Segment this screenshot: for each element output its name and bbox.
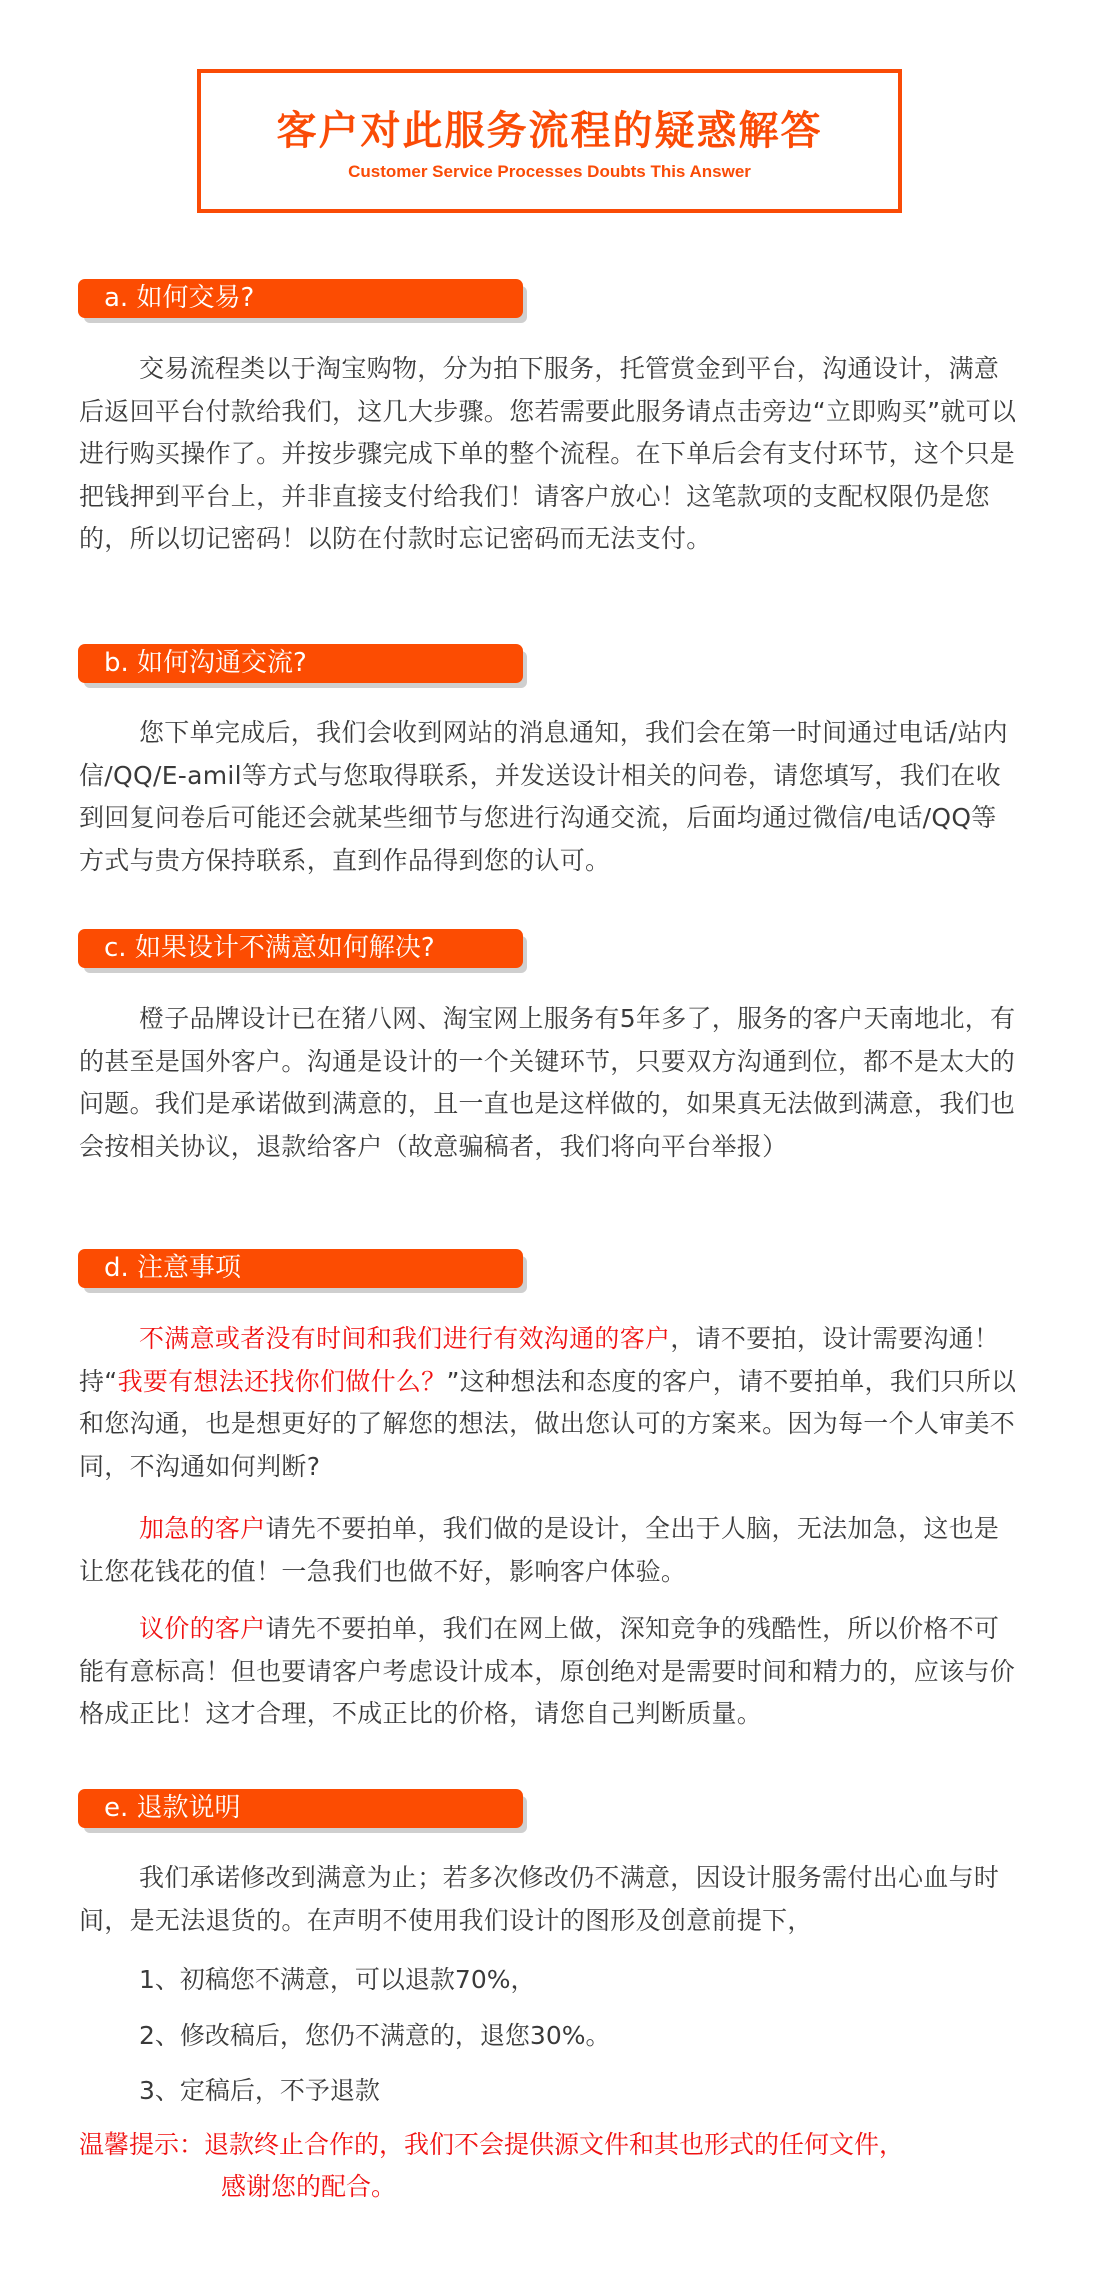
- section-heading: d. 注意事项: [104, 1253, 242, 1283]
- refund-list-item: 2、修改稿后，您仍不满意的，退您30%。: [139, 2021, 611, 2050]
- section-d-paragraph-2: 加急的客户请先不要拍单，我们做的是设计，全出于人脑，无法加急，这也是让您花钱花的值！一急我们也做不好，影响客户体验。: [79, 1514, 1000, 1586]
- title-box: [197, 69, 902, 213]
- section-a-body: 交易流程类以于淘宝购物，分为拍下服务，托管赏金到平台，沟通设计，满意后返回平台付款给我们，这几大步骤。您若需要此服务请点击旁边“立即购买”就可以进行购买操作了。并按步骤完成下单的整个流程。在下单后会有支付环节，这个只是把钱押到平台上，并非直接支付给我们！请客户放心！这笔款项的支配权限仍是您的，所以切记密码！以防在付款时忘记密码而无法支付。: [79, 354, 1017, 553]
- warning-notice: 温馨提示：退款终止合作的，我们不会提供源文件和其也形式的任何文件， 感谢您的配合。: [79, 2130, 905, 2201]
- section-header-c: [78, 929, 523, 968]
- section-heading: c. 如果设计不满意如何解决?: [104, 933, 435, 963]
- highlight-text: 不满意或者没有时间和我们进行有效沟通的客户: [139, 1324, 671, 1353]
- section-d-paragraph-3: 议价的客户请先不要拍单，我们在网上做，深知竞争的残酷性，所以价格不可能有意标高！但也要请客户考虑设计成本，原创绝对是需要时间和精力的，应该与价格成正比！这才合理，不成正比的价格，请您自己判断质量。: [79, 1614, 1016, 1728]
- section-c-body: 橙子品牌设计已在猪八网、淘宝网上服务有5年多了，服务的客户天南地北，有的甚至是国外客户。沟通是设计的一个关键环节，只要双方沟通到位，都不是太大的问题。我们是承诺做到满意的，且一直也是这样做的，如果真无法做到满意，我们也会按相关协议，退款给客户（故意骗稿者，我们将向平台举报）: [79, 1004, 1016, 1161]
- section-header-b: [78, 644, 523, 683]
- refund-list-item: 3、定稿后，不予退款: [139, 2076, 380, 2105]
- section-e-body: 我们承诺修改到满意为止；若多次修改仍不满意，因设计服务需付出心血与时间，是无法退货的。在声明不使用我们设计的图形及创意前提下，: [79, 1863, 1000, 1935]
- refund-list-item: 1、初稿您不满意，可以退款70%，: [139, 1965, 536, 1994]
- section-heading: a. 如何交易?: [104, 283, 255, 313]
- section-heading: e. 退款说明: [104, 1793, 241, 1823]
- highlight-text: 议价的客户: [139, 1614, 266, 1643]
- page-title: 客户对此服务流程的疑惑解答: [276, 108, 823, 154]
- highlight-text: 加急的客户: [139, 1514, 266, 1543]
- section-b-body: 您下单完成后，我们会收到网站的消息通知，我们会在第一时间通过电话/站内信/QQ/E-amil等方式与您取得联系，并发送设计相关的问卷，请您填写，我们在收到回复问卷后可能还会就某些细节与您进行沟通交流，后面均通过微信/电话/QQ等方式与贵方保持联系，直到作品得到您的认可。: [79, 718, 1008, 875]
- highlight-text: 我要有想法还找你们做什么？: [117, 1366, 447, 1396]
- section-d-paragraph-1: 不满意或者没有时间和我们进行有效沟通的客户，请不要拍，设计需要沟通！持“我要有想法还找你们做什么？”这种想法和态度的客户，请不要拍单，我们只所以和您沟通，也是想更好的了解您的想法，做出您认可的方案来。因为每一个人审美不同，不沟通如何判断?: [79, 1324, 1017, 1481]
- section-header-a: [78, 279, 523, 318]
- section-header-e: [78, 1789, 523, 1828]
- section-header-d: [78, 1249, 523, 1288]
- section-heading: b. 如何沟通交流?: [104, 648, 307, 678]
- page-subtitle: Customer Service Processes Doubts This Answer: [348, 162, 751, 181]
